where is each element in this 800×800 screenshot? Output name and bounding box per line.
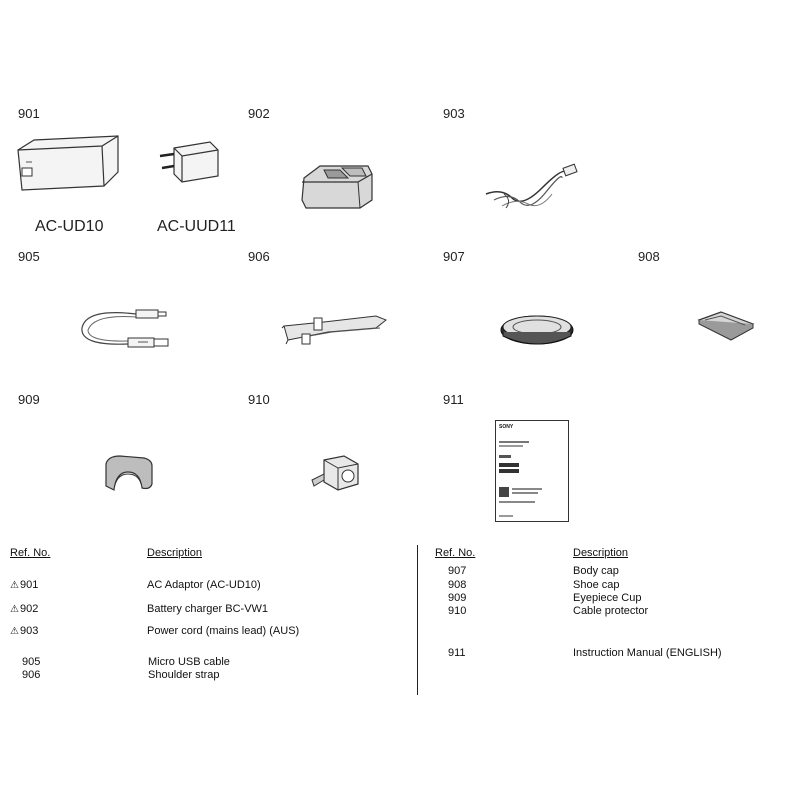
ac-adaptor-ud10-illustration xyxy=(14,128,124,196)
micro-usb-cable-illustration xyxy=(76,300,176,356)
right-row-desc-909: Eyepiece Cup xyxy=(573,592,642,604)
eyepiece-cup-illustration xyxy=(102,452,156,492)
ref-number-910: 910 xyxy=(248,392,270,407)
manual-brand-logo: SONY xyxy=(499,424,514,430)
body-cap-illustration xyxy=(496,312,578,350)
left-row-desc-903: Power cord (mains lead) (AUS) xyxy=(147,625,300,637)
ref-number-905: 905 xyxy=(18,249,40,264)
warning-icon: ⚠ xyxy=(10,580,19,591)
left-row-ref-902: ⚠902 xyxy=(10,603,39,615)
right-row-desc-908: Shoe cap xyxy=(573,579,620,591)
ac-adaptor-uud11-illustration xyxy=(156,138,222,186)
ref-number-902: 902 xyxy=(248,106,270,121)
right-row-desc-907: Body cap xyxy=(573,565,619,577)
right-row-ref-908: 908 xyxy=(448,579,467,591)
left-row-ref-901: ⚠901 xyxy=(10,579,39,591)
ref-number-911: 911 xyxy=(443,392,464,407)
left-row-ref-905: 905 xyxy=(22,656,41,668)
left-row-desc-901: AC Adaptor (AC-UD10) xyxy=(147,579,261,591)
ref-number-903: 903 xyxy=(443,106,465,121)
warning-icon: ⚠ xyxy=(10,626,19,637)
left-row-desc-906: Shoulder strap xyxy=(148,669,220,681)
left-header-description: Description xyxy=(147,547,203,559)
right-row-desc-910: Cable protector xyxy=(573,605,649,617)
ref-number-908: 908 xyxy=(638,249,660,264)
ref-number-901: 901 xyxy=(18,106,40,121)
shoe-cap-illustration xyxy=(695,308,757,342)
table-divider xyxy=(417,545,418,695)
left-row-desc-902: Battery charger BC-VW1 xyxy=(147,603,269,615)
warning-icon: ⚠ xyxy=(10,604,19,615)
left-row-desc-905: Micro USB cable xyxy=(148,656,230,668)
power-cord-illustration xyxy=(482,158,582,214)
right-row-ref-911: 911 xyxy=(448,647,466,659)
ref-number-907: 907 xyxy=(443,249,465,264)
left-row-ref-906: 906 xyxy=(22,669,41,681)
ref-number-906: 906 xyxy=(248,249,270,264)
left-row-ref-903: ⚠903 xyxy=(10,625,39,637)
right-row-ref-907: 907 xyxy=(448,565,467,577)
left-header-ref-no: Ref. No. xyxy=(10,547,51,559)
shoulder-strap-illustration xyxy=(280,306,392,350)
right-row-ref-909: 909 xyxy=(448,592,467,604)
ref-number-909: 909 xyxy=(18,392,40,407)
cable-protector-illustration xyxy=(310,450,364,498)
right-header-description: Description xyxy=(573,547,629,559)
right-row-ref-910: 910 xyxy=(448,605,467,617)
instruction-manual-illustration xyxy=(495,420,569,522)
battery-charger-illustration xyxy=(298,160,378,212)
caption-ac-uud11: AC-UUD11 xyxy=(157,218,236,235)
right-row-desc-911: Instruction Manual (ENGLISH) xyxy=(573,647,722,659)
right-header-ref-no: Ref. No. xyxy=(435,547,476,559)
caption-ac-ud10: AC-UD10 xyxy=(35,218,104,235)
